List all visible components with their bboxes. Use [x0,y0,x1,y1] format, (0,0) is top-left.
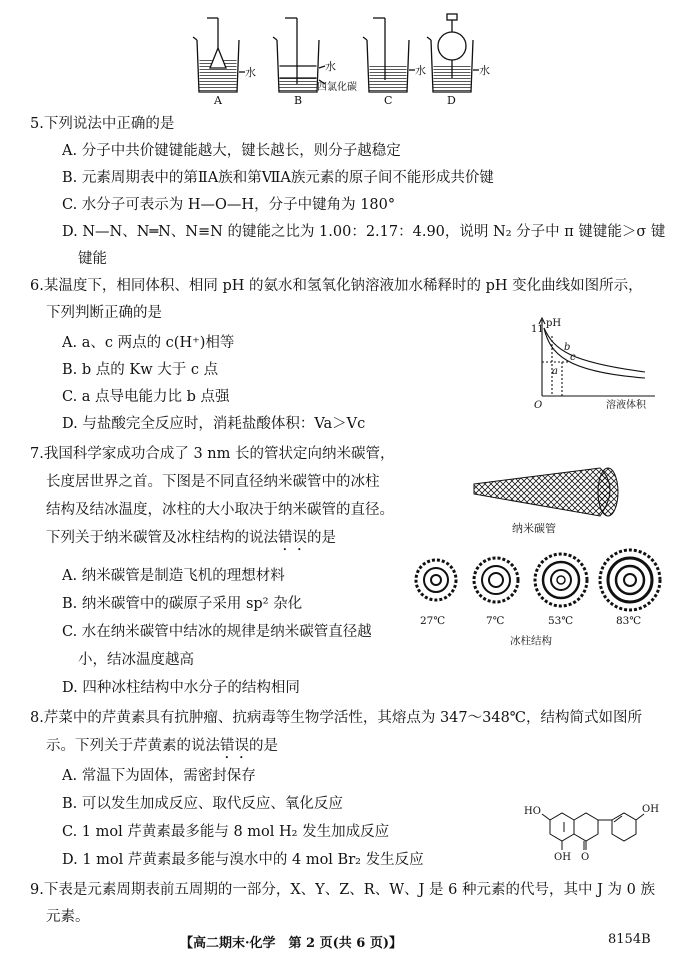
q9-stem-cont: 元素。 [46,909,90,925]
graph-point-b: b [564,342,571,353]
graph-point-a: a [552,366,558,377]
graph-x-label: 溶液体积 [606,400,646,411]
q6-option-b: B. b 点的 Kw 大于 c 点 [62,362,219,378]
q7-emphasis: 错误 [278,530,307,546]
q7-stem: 7.我国科学家成功合成了 3 nm 长的管状定向纳米碳管， [30,446,395,462]
ice-caption: 冰柱结构 [510,635,552,647]
q7-option-b: B. 纳米碳管中的碳原子采用 sp² 杂化 [62,596,303,612]
q6-stem: 6.某温度下，相同体积、相同 pH 的氨水和氢氧化钠溶液加水稀释时的 pH 变化曲线如图所示， [30,278,643,294]
q8-option-d: D. 1 mol 芹黄素最多能与溴水中的 4 mol Br₂ 发生反应 [62,852,424,868]
nanotube-caption: 纳米碳管 [512,522,556,535]
graph-y-label: pH [546,318,562,329]
q8-option-b: B. 可以发生加成反应、取代反应、氧化反应 [62,796,343,812]
q5-stem: 5.下列说法中正确的是 [30,116,175,132]
q6-stem-cont: 下列判断正确的是 [46,305,162,321]
nanotube-figure [470,466,640,536]
q7-option-a: A. 纳米碳管是制造飞机的理想材料 [62,568,285,584]
q5-option-a: A. 分子中共价键键能越大，键长越长，则分子越稳定 [62,143,401,159]
q9-stem: 9.下表是元素周期表前五周期的一部分，X、Y、Z、R、W、J 是 6 种元素的代号，其中 J 为 0 族 [30,882,655,898]
label-a: A [214,94,222,107]
label-water-c: 水 [415,64,426,77]
q8-option-a: A. 常温下为固体，需密封保存 [62,768,256,784]
ph-dilution-graph [530,314,665,412]
q6-option-a: A. a、c 两点的 c(H⁺)相等 [62,335,235,351]
q5-option-d-cont: 键能 [78,251,107,267]
q7-option-c: C. 水在纳米碳管中结冰的规律是纳米碳管直径越 [62,624,372,640]
graph-origin: O [534,400,543,411]
apigenin-structure [520,792,670,872]
footer-code: 8154B [608,932,651,947]
ice-structure-1 [416,560,456,600]
label-water-b: 水 [325,60,336,73]
label-ccl4: 四氯化碳 [317,82,357,93]
q5-option-c: C. 水分子可表示为 H—O—H，分子中键角为 180° [62,197,396,213]
ice-structure-4 [600,550,660,610]
label-c: C [384,94,393,107]
struct-oh-right: OH [642,804,659,815]
q6-option-d: D. 与盐酸完全反应时，消耗盐酸体积：Va＞Vc [62,416,366,432]
q6-option-c: C. a 点导电能力比 b 点强 [62,389,230,405]
ice-column-figure [406,538,668,650]
q8-stem-cont: 示。下列关于芹黄素的说法错误的是 [46,738,278,754]
graph-point-c: c [570,352,576,363]
q8-stem: 8.芹菜中的芹黄素具有抗肿瘤、抗病毒等生物学活性，其熔点为 347～348℃，结构简式如图所 [30,710,643,726]
q7-stem-line2: 长度居世界之首。下图是不同直径纳米碳管中的冰柱 [46,474,380,490]
ice-structure-2 [474,558,518,602]
label-b: B [294,94,303,107]
graph-y-tick: 11 [531,324,544,335]
q7-option-c-cont: 小，结冰温度越高 [78,652,194,668]
q8-option-c: C. 1 mol 芹黄素最多能与 8 mol H₂ 发生加成反应 [62,824,390,840]
q8-emphasis: 错误 [220,738,249,754]
label-water-d: 水 [479,64,490,77]
q5-option-d: D. N—N、N═N、N≡N 的键能之比为 1.00：2.17：4.90，说明 N₂ 分子中 π 键键能＞σ 键 [62,224,666,240]
temp-4: 83℃ [616,615,642,627]
q7-option-d: D. 四种冰柱结构中水分子的结构相同 [62,680,300,696]
temp-2: 7℃ [486,615,505,627]
ice-structure-3 [535,554,587,606]
footer-title: 【高二期末·化学 第 2 页(共 6 页)】 [180,936,403,951]
label-d: D [447,94,456,107]
temp-1: 27℃ [420,615,446,627]
struct-o-ketone: O [581,852,590,863]
apparatus-figure [185,8,505,108]
label-water-a: 水 [245,66,256,79]
q7-stem-line4: 下列关于纳米碳管及冰柱结构的说法错误的是 [46,530,336,546]
struct-oh-bottom: OH [554,852,571,863]
q7-stem-line3: 结构及结冰温度，冰柱的大小取决于纳米碳管的直径。 [46,502,394,518]
q5-option-b: B. 元素周期表中的第ⅡA族和第ⅦA族元素的原子间不能形成共价键 [62,170,494,186]
struct-ho-left: HO [524,806,541,817]
temp-3: 53℃ [548,615,574,627]
